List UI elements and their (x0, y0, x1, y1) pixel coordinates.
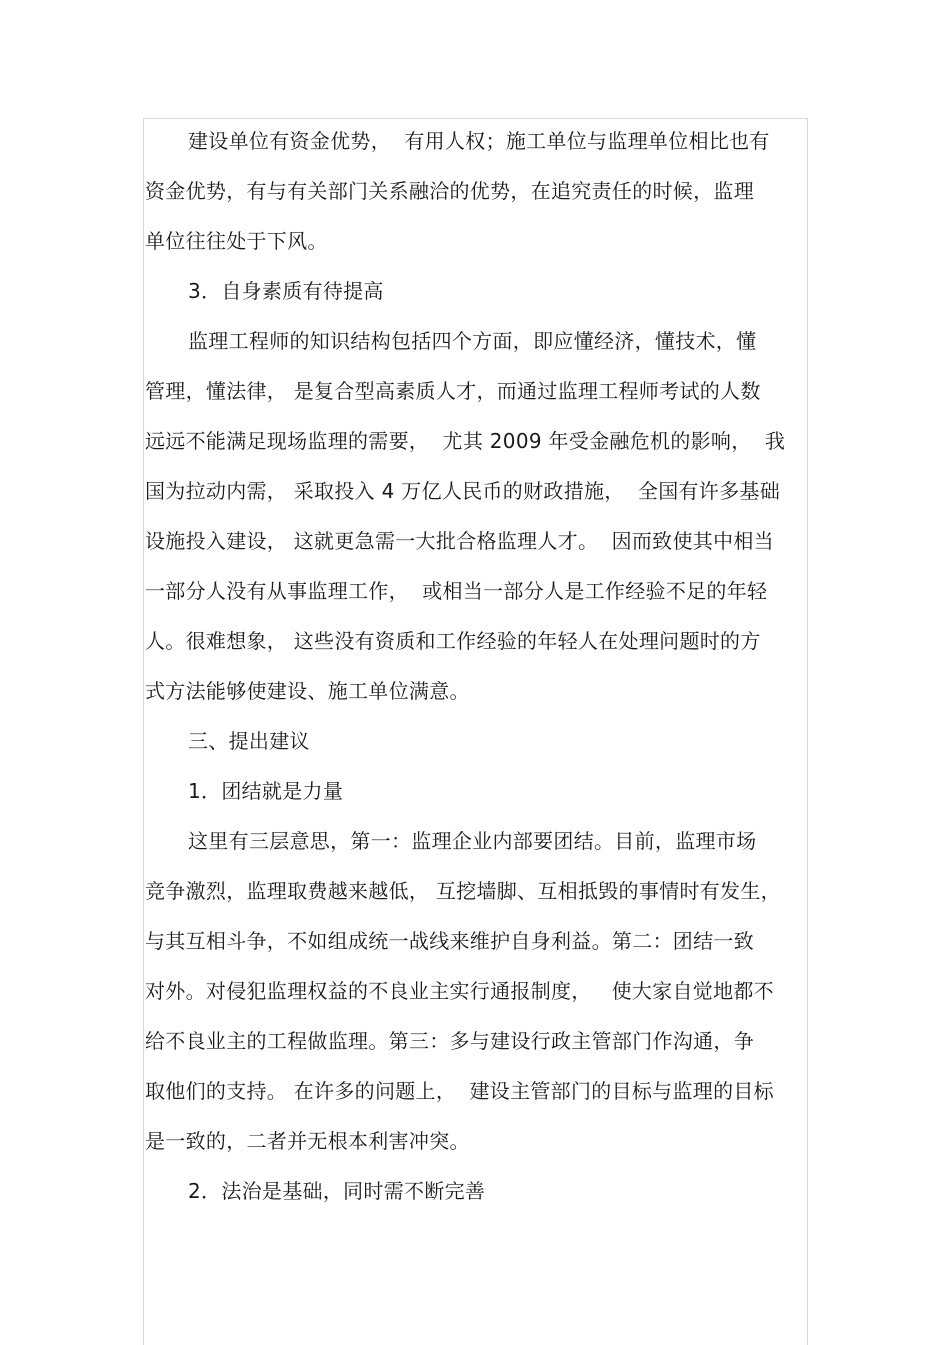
paragraph-line: 一部分人没有从事监理工作， 或相当一部分人是工作经验不足的年轻 (145, 579, 768, 603)
paragraph-line: 建设单位有资金优势， 有用人权；施工单位与监理单位相比也有 (188, 129, 770, 153)
paragraph-line: 取他们的支持。 在许多的问题上， 建设主管部门的目标与监理的目标 (145, 1079, 774, 1103)
paragraph-line: 式方法能够使建设、施工单位满意。 (145, 679, 470, 703)
paragraph-line: 设施投入建设， 这就更急需一大批合格监理人才。 因而致使其中相当 (145, 529, 774, 553)
paragraph-line: 竞争激烈，监理取费越来越低， 互挖墙脚、互相抵毁的事情时有发生， (145, 879, 781, 903)
paragraph-line: 管理，懂法律， 是复合型高素质人才，而通过监理工程师考试的人数 (145, 379, 761, 403)
paragraph-line: 人。很难想象， 这些没有资质和工作经验的年轻人在处理问题时的方 (145, 629, 761, 653)
paragraph-line: 远远不能满足现场监理的需要， 尤其 2009 年受金融危机的影响， 我 (145, 429, 786, 453)
chapter-heading: 三、提出建议 (188, 729, 310, 753)
paragraph-line: 与其互相斗争，不如组成统一战线来维护自身利益。第二：团结一致 (145, 929, 754, 953)
section-heading: 2．法治是基础，同时需不断完善 (188, 1179, 486, 1203)
paragraph-line: 监理工程师的知识结构包括四个方面，即应懂经济，懂技术，懂 (188, 329, 757, 353)
paragraph-line: 是一致的，二者并无根本利害冲突。 (145, 1129, 470, 1153)
paragraph-line: 国为拉动内需， 采取投入 4 万亿人民币的财政措施， 全国有许多基础 (145, 479, 781, 503)
paragraph-line: 资金优势，有与有关部门关系融洽的优势，在追究责任的时候，监理 (145, 179, 754, 203)
paragraph-line: 给不良业主的工程做监理。第三：多与建设行政主管部门作沟通，争 (145, 1029, 754, 1053)
paragraph-line: 这里有三层意思，第一：监理企业内部要团结。目前，监理市场 (188, 829, 757, 853)
paragraph-line: 单位往往处于下风。 (145, 229, 328, 253)
section-heading: 1．团结就是力量 (188, 779, 344, 803)
section-heading: 3．自身素质有待提高 (188, 279, 384, 303)
paragraph-line: 对外。对侵犯监理权益的不良业主实行通报制度， 使大家自觉地都不 (145, 979, 774, 1003)
